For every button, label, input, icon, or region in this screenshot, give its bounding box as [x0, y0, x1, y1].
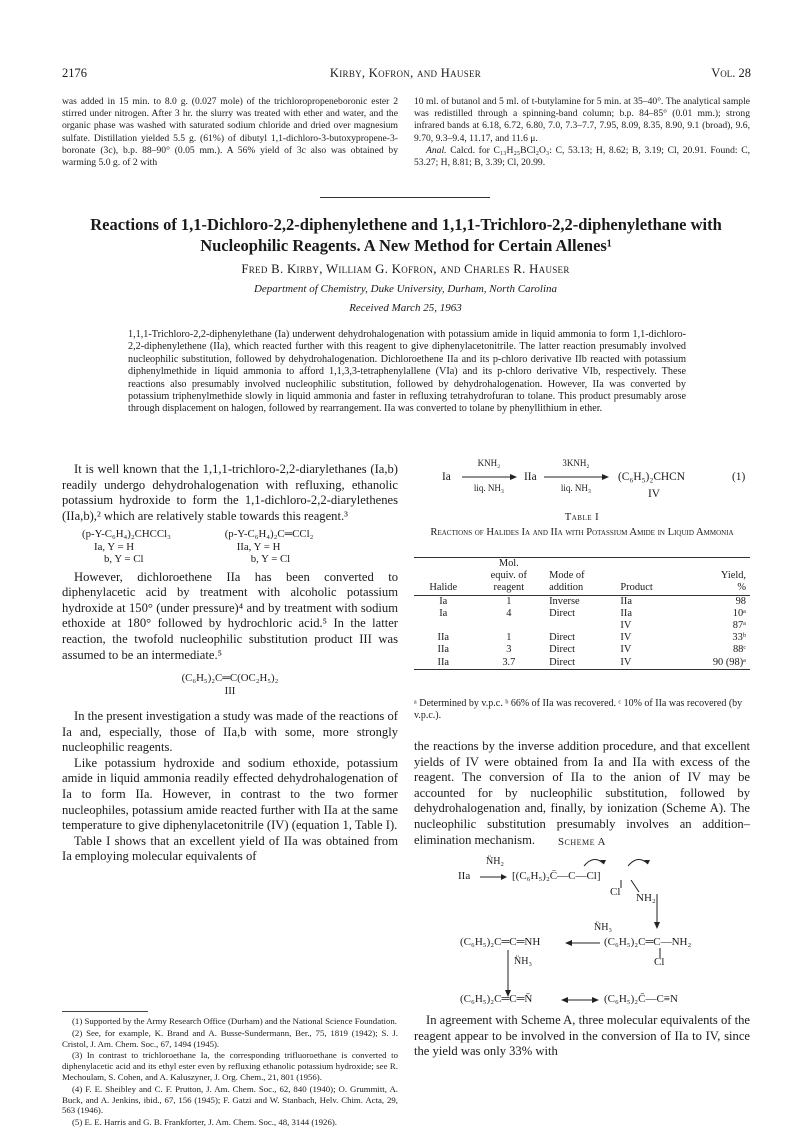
label-IIb: b, Y = Cl — [250, 553, 291, 566]
th-halide: Halide — [429, 582, 458, 594]
cell-halide: IIa — [437, 632, 450, 644]
cell-yield: 33ᵇ — [732, 632, 746, 644]
scheme-product-b-cl: Cl — [654, 956, 665, 968]
table-row — [414, 657, 750, 670]
article-department: Department of Chemistry, Duke University, Durham, North Carolina — [253, 283, 558, 295]
scheme-intermediate: [(C₆H₅)₂C̈—C—Cl] — [512, 870, 601, 882]
cell-halide: Ia — [439, 607, 448, 619]
left-paragraph-1: It is well known that the 1,1,1-trichloro-2,2-diarylethanes (Ia,b) readily undergo dehydrohalogenation with refluxing, ethanolic potassium hydroxide to form the 1,1-dichloro-2,2-diarylethenes (IIa,b),² which are relatively stable towards this reagent.³ — [62, 462, 398, 523]
cell-product: IIa — [620, 595, 632, 607]
scheme-nh3-top: N̈H₃ — [594, 922, 612, 933]
left-paragraph-4: Like potassium hydroxide and sodium ethoxide, potassium amide in liquid ammonia readily effected dehydrohalogenation of Ia to form IIa. However, in contrast to the two former nucleophiles, potassium amide reacted further with IIa at the same temperature to give diphenylacetonitrile (IV) (equation 1, Table I). — [62, 755, 398, 833]
cell-halide: IIa — [437, 656, 450, 668]
scheme-arrow-left — [564, 938, 602, 948]
cell-reagent: 3 — [506, 644, 512, 656]
right-paragraph-1: the reactions by the inverse addition procedure, and that excellent yields of IV were obtained from Ia and IIa with excess of the reagent. The conversion of IIa to the anion of IV may be accounted for by nucleophilic substitution, followed by dehydrohalogenation and, finally, by ionization (Scheme A). The nucleophilic substitution presumably involves an addition–elimination mechanism. — [414, 739, 750, 847]
cell-product: IV — [620, 644, 632, 656]
table-header-row-1 — [414, 558, 750, 571]
scheme-bonds — [617, 880, 647, 894]
cell-yield: 98 — [735, 595, 746, 607]
right-paragraph-2: In agreement with Scheme A, three molecular equivalents of the reagent appear to be involved in the conversion of IIa to IV, since the yield was only 33% with — [414, 1013, 750, 1059]
table-row — [414, 620, 750, 632]
cell-halide: Ia — [439, 595, 448, 607]
anal-text: Calcd. for C₁₃H₂₅BCl₂O₃: C, 53.13; H, 8.62; B, 3.19; Cl, 20.91. Found: C, 53.27; H, 8.81; B, 3.39; Cl, 20.99. — [414, 144, 750, 169]
eq-arrow-1 — [462, 472, 518, 482]
scheme-nh3-down: N̈H₃ — [514, 956, 532, 967]
table-row — [414, 632, 750, 644]
eq-reagent2-top: 3KNH₂ — [562, 458, 590, 468]
right-paragraph-1-container — [414, 739, 750, 848]
th-yield-2: % — [737, 582, 746, 594]
table-header-row-2 — [414, 570, 750, 582]
article-title: Reactions of 1,1-Dichloro-2,2-diphenylethene and 1,1,1-Trichloro-2,2-diphenylethane with Nucleophilic Reagents. A New Method for Certain Allenes¹ — [90, 215, 722, 255]
table-row — [414, 644, 750, 656]
cell-product: IIa — [620, 607, 632, 619]
footnote-4: (4) F. E. Sheibley and C. F. Prutton, J. Am. Chem. Soc., 62, 840 (1940); O. Grummitt, A. Buck, and A. Jenkins, ibid., 67, 156 (1945); F. Gatzi and W. Stanbach, Helv. Chim. Acta, 29, 563 (1946). — [62, 1083, 398, 1116]
cell-reagent — [473, 620, 546, 632]
article-abstract: 1,1,1-Trichloro-2,2-diphenylethane (Ia) underwent dehydrohalogenation with potassium amide in liquid ammonia to form 1,1-dichloro-2,2-diphenylethene (IIa), which reacted further with this reagent to give diphenylacetonitrile. The latter reaction presumably involved nucleophilic substitution, followed by dehydrohalogenation. Dichloroethene IIa and its p-chloro derivative IIb reacted with potassium diphenylmethide in liquid ammonia to afford 1,1,3,3-tetraphenylallene (VIa) and its p-chloro derivative VIb, respectively. These reactions also presumably involved nucleophilic substitution, followed by dehydrohalogenation. However, IIa was converted by potassium triphenylmethide slowly in liquid ammonia and faster in refluxing tetrahydrofuran to tolane. This product presumably arose through displacement on halogen, followed by rearrangement. IIa was converted to tolane by phenyllithium in ether. — [128, 329, 686, 415]
table-caption: Reactions of Halides Ia and IIa with Potassium Amide in Liquid Ammonia — [430, 527, 734, 538]
cell-product: IV — [620, 656, 632, 668]
th-reagent-3: reagent — [493, 582, 525, 594]
eq-reagent1-top: KNH₂ — [477, 458, 501, 468]
label-IIa: IIa, Y = H — [236, 540, 281, 553]
prev-article-right-text: 10 ml. of butanol and 5 ml. of t-butylamine for 5 min. at 35–40°. The analytical sample was redistilled through a spinning-band column; b.p. 84–85° (0.01 mm.); strong infrared bands at 6.18, 6.72, 6.80, 7.0, 7.3–7.7, 7.95, 8.09, 8.35, 8.90, 9.1 (broad), 9.6, 9.70, 9.3–9.4, 11.17, and 11.6 μ. — [414, 96, 750, 144]
cell-yield: 10ᵃ — [732, 607, 746, 619]
cell-yield: 90 (98)ᵃ — [712, 656, 746, 668]
cell-mode: Direct — [549, 607, 576, 619]
footnote-2: (2) See, for example, K. Brand and A. Busse-Sundermann, Ber., 75, 1819 (1942); S. J. Cristol, J. Am. Chem. Soc., 67, 1494 (1945). — [62, 1027, 398, 1049]
eq-product-label: IV — [648, 488, 661, 500]
cell-product: IV — [620, 632, 632, 644]
footnote-5: (5) E. E. Harris and G. B. Frankforter, J. Am. Chem. Soc., 48, 3144 (1926). — [72, 1117, 337, 1128]
footnote-3: (3) In contrast to trichloroethane Ia, the corresponding trifluoroethane is converted to diphenylacetic acid and its ethyl ester even by refluxing ethanolic potassium hydroxide; see R. Mechoulam, S. Cohen, and A. Kaluszyner, J. Org. Chem., 21, 801 (1956). — [62, 1050, 398, 1082]
scheme-arrow-down-1 — [652, 894, 662, 930]
scheme-curved-arrows — [576, 854, 666, 868]
eq-middle: IIa — [524, 471, 537, 483]
left-paragraph-3: In the present investigation a study was made of the reactions of Ia and, especially, those of IIa,b with some, more strongly nucleophilic reagents. — [62, 708, 398, 755]
formula-II: (p-Y-C₆H₄)₂C═CCl₂ — [224, 528, 314, 541]
eq-arrow-2 — [544, 472, 610, 482]
scheme-nh2-reagent: N̈H₂ — [486, 856, 504, 867]
section-divider — [320, 197, 490, 198]
volume-label: Vol. 28 — [711, 66, 751, 80]
prev-article-right — [414, 96, 750, 169]
formula-I: (p-Y-C₆H₄)₂CHCCl₃ — [82, 528, 171, 541]
th-mode-1: Mode of — [549, 570, 585, 582]
th-mode-2: addition — [549, 582, 584, 594]
scheme-start: IIa — [458, 870, 471, 882]
formula-block-III — [62, 672, 398, 697]
formula-III: (C₆H₅)₂C═C(OC₂H₅)₂ — [181, 672, 279, 685]
equation-1 — [414, 458, 750, 502]
cell-reagent: 4 — [506, 607, 512, 619]
scheme-final-a: (C₆H₅)₂C═C═N̄ — [460, 993, 533, 1005]
label-Ib: b, Y = Cl — [104, 553, 144, 566]
cell-reagent: 3.7 — [502, 656, 516, 668]
eq-number: (1) — [732, 471, 746, 483]
article-received: Received March 25, 1963 — [349, 302, 462, 314]
footnote-rule — [62, 1011, 148, 1012]
eq-product: (C₆H₅)₂CHCN — [618, 471, 685, 483]
cell-yield: 87ᵃ — [732, 620, 746, 632]
scheme-arrow-down-2 — [503, 950, 513, 998]
running-title: Kirby, Kofron, and Hauser — [329, 66, 482, 80]
cell-mode: Direct — [549, 644, 576, 656]
label-III: III — [224, 684, 236, 697]
table-label: Table I — [564, 512, 600, 523]
anal-label: Anal. — [426, 144, 447, 156]
scheme-resonance-arrow — [560, 995, 600, 1005]
scheme-int-sub-nh2: NH₂ — [636, 892, 656, 904]
scheme-a-diagram — [414, 852, 750, 1005]
scheme-product-a: (C₆H₅)₂C═C═NH — [460, 936, 541, 948]
cell-reagent: 1 — [506, 632, 512, 644]
footnote-1: (1) Supported by the Army Research Office (Durham) and the National Science Foundation. — [72, 1016, 397, 1026]
right-paragraph-2-container — [414, 1013, 750, 1060]
formula-block-I-II — [82, 528, 398, 565]
page-number: 2176 — [62, 66, 87, 80]
cell-yield: 88ᶜ — [732, 644, 746, 656]
left-paragraph-2: However, dichloroethene IIa has been converted to diphenylacetic acid by treatment with alcoholic potassium hydroxide at 150° (under pressure)⁴ and by treatment with sodium ethoxide at 180° followed by hydrochloric acid.⁵ In the latter reaction, the twofold nucleophilic substitution product III was assumed to be an intermediate.⁵ — [62, 569, 398, 662]
eq-start: Ia — [442, 471, 451, 483]
table-row — [414, 595, 750, 608]
scheme-label: Scheme A — [558, 836, 606, 848]
cell-halide — [414, 620, 473, 632]
table-note: ᵃ Determined by v.p.c. ᵇ 66% of IIa was recovered. ᶜ 10% of IIa was recovered (by v.p.c.). — [414, 698, 743, 721]
cell-reagent: 1 — [506, 595, 512, 607]
scheme-arrow-1 — [480, 872, 508, 882]
label-Ia: Ia, Y = H — [94, 540, 135, 553]
scheme-product-b: (C₆H₅)₂C═C—NH₂ — [604, 936, 692, 948]
scheme-int-sub-cl: Cl — [610, 886, 621, 898]
footnotes — [62, 1016, 398, 1129]
eq-reagent1-bottom: liq. NH₃ — [473, 483, 505, 493]
cell-product: IV — [620, 620, 632, 632]
table-row — [414, 608, 750, 620]
cell-halide: IIa — [437, 644, 450, 656]
left-paragraph-5: Table I shows that an excellent yield of IIa was obtained from Ia employing molecular equivalents of — [62, 833, 398, 864]
th-reagent-1: Mol. — [498, 558, 519, 569]
cell-mode: Direct — [549, 656, 576, 668]
table-1 — [414, 557, 750, 670]
cell-mode: Inverse — [549, 595, 580, 607]
article-authors: Fred B. Kirby, William G. Kofron, and Charles R. Hauser — [241, 262, 570, 276]
th-reagent-2: equiv. of — [490, 570, 527, 582]
scheme-final-b: (C₆H₅)₂C̄—C≡N — [604, 993, 678, 1005]
prev-article-left: was added in 15 min. to 8.0 g. (0.027 mole) of the trichloropropeneboronic ester 2 stirred under nitrogen. After 3 hr. the slurry was treated with ether and water, and the organic phase was washed with saturated sodium chloride and dried over magnesium sulfate. Distillation yielded 5.5 g. (61%) of dibutyl 1,1-dichloro-3-butoxypropene-3-boronate (3c), b.p. 88–90° (0.05 mm.). A 56% yield of 3c also was obtained by warming 5.0 g. of 2 with — [62, 96, 398, 169]
table-header-row-3 — [414, 582, 750, 595]
left-column-body — [62, 462, 398, 865]
cell-mode: Direct — [549, 632, 576, 644]
th-product: Product — [620, 582, 653, 594]
eq-reagent2-bottom: liq. NH₃ — [560, 483, 592, 493]
cell-mode — [545, 620, 616, 632]
th-yield-1: Yield, — [720, 570, 746, 582]
